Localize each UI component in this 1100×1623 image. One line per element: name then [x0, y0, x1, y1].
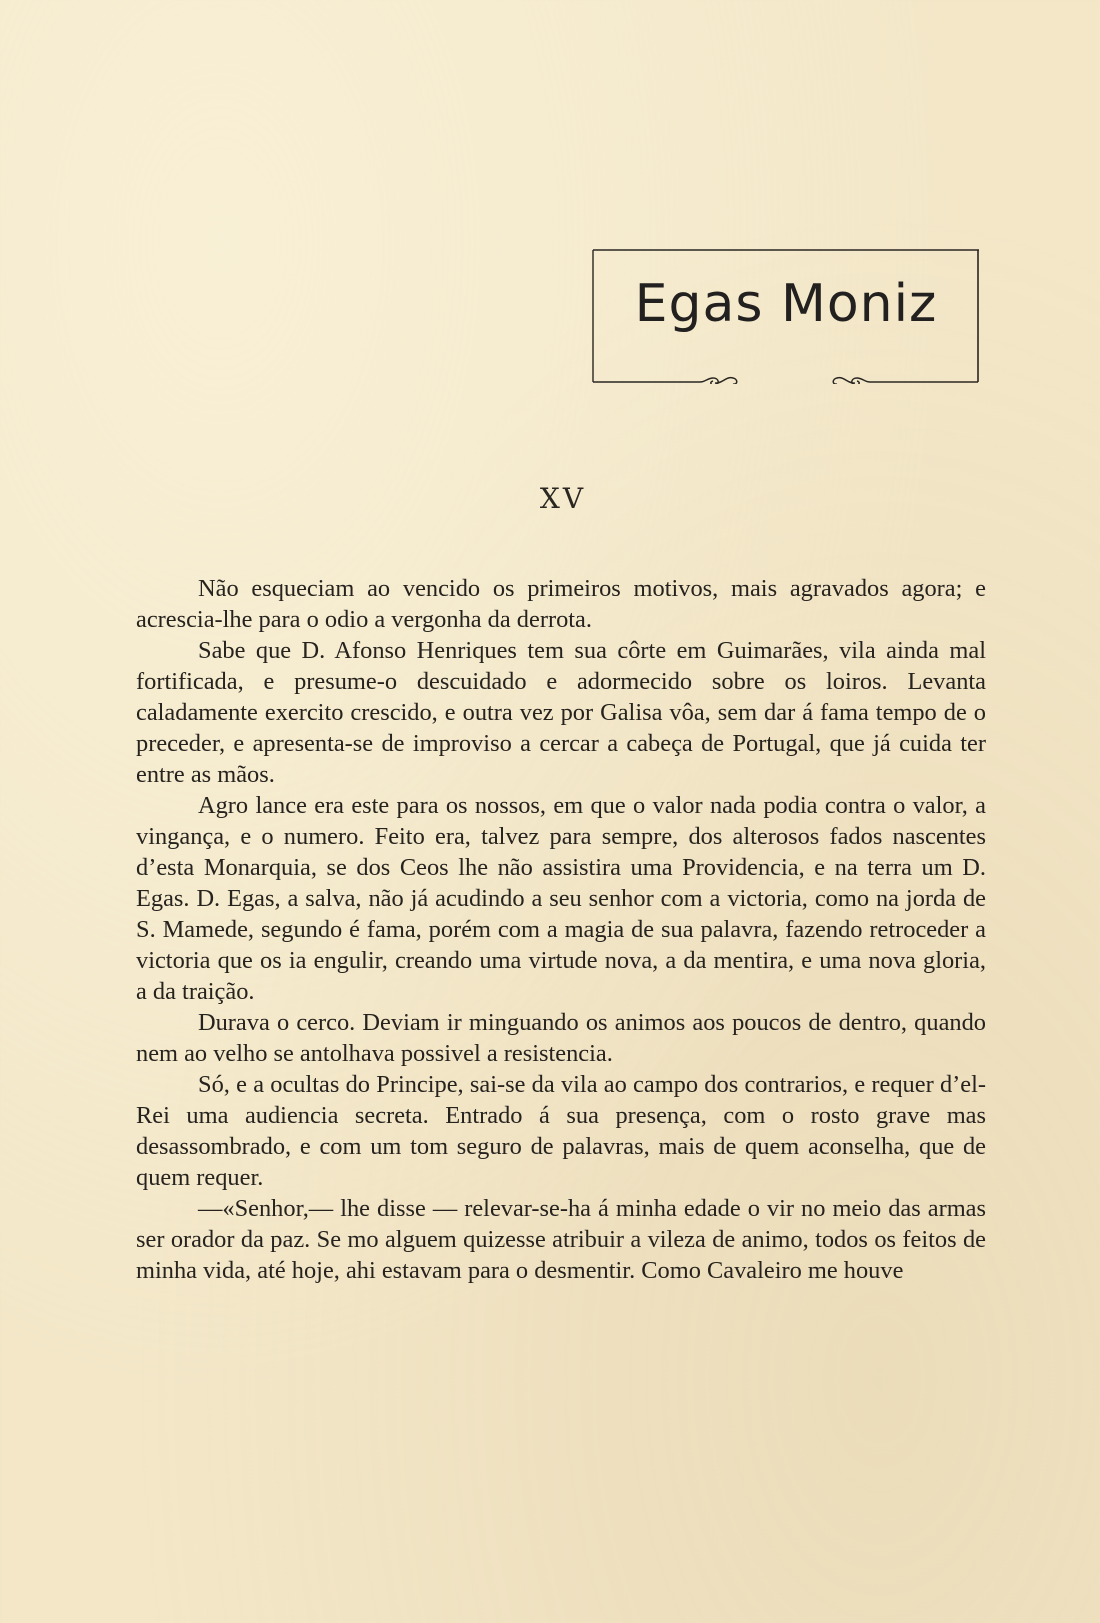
- chapter-number: XV: [539, 482, 587, 515]
- chapter-title-frame: [592, 248, 980, 384]
- paragraph-6: —«Senhor,— lhe disse — relevar-se-ha á minha edade o vir no meio das armas ser orador da paz. Se mo alguem quizesse atribuir a vileza de animo, todos os feitos de minha vida, até hoje, ahi estavam para o desmentir. Como Cavaleiro me houve: [136, 1195, 986, 1284]
- chapter-body: [136, 573, 986, 1286]
- chapter-title: Egas Moniz: [634, 274, 938, 334]
- right-flourish-ornament: [833, 378, 870, 384]
- paragraph-3: Agro lance era este para os nossos, em que o valor nada podia contra o valor, a vingança, e o numero. Feito era, talvez para sempre, dos alterosos fados nascentes d’esta Monarquia, se dos Ceos lhe não assistira uma Providencia, e na terra um D. Egas. D. Egas, a salva, não já acudindo a seu senhor com a victoria, como na jorda de S. Mamede, segundo é fama, porém com a magia de sua palavra, fazendo retroceder a victoria que os ia engulir, creando uma virtude nova, a da mentira, e uma nova gloria, a da traição.: [136, 792, 986, 1005]
- paragraph-1: Não esqueciam ao vencido os primeiros motivos, mais agravados agora; e acrescia-lhe para o odio a vergonha da derrota.: [136, 575, 986, 633]
- paragraph-4: Durava o cerco. Deviam ir minguando os animos aos poucos de dentro, quando nem ao velho se antolhava possivel a resistencia.: [136, 1009, 986, 1067]
- paragraph-2: Sabe que D. Afonso Henriques tem sua côrte em Guimarães, vila ainda mal fortificada, e presume-o descuidado e adormecido sobre os loiros. Levanta caladamente exercito crescido, e outra vez por Galisa vôa, sem dar á fama tempo de o preceder, e apresenta-se de improviso a cercar a cabeça de Portugal, que já cuida ter entre as mãos.: [136, 637, 986, 788]
- left-flourish-ornament: [700, 378, 737, 384]
- paragraph-5: Só, e a ocultas do Principe, sai-se da vila ao campo dos contrarios, e requer d’el-Rei uma audiencia secreta. Entrado á sua presença, com o rosto grave mas desassombrado, e com um tom seguro de palavras, mais de quem aconselha, que de quem requer.: [136, 1071, 986, 1191]
